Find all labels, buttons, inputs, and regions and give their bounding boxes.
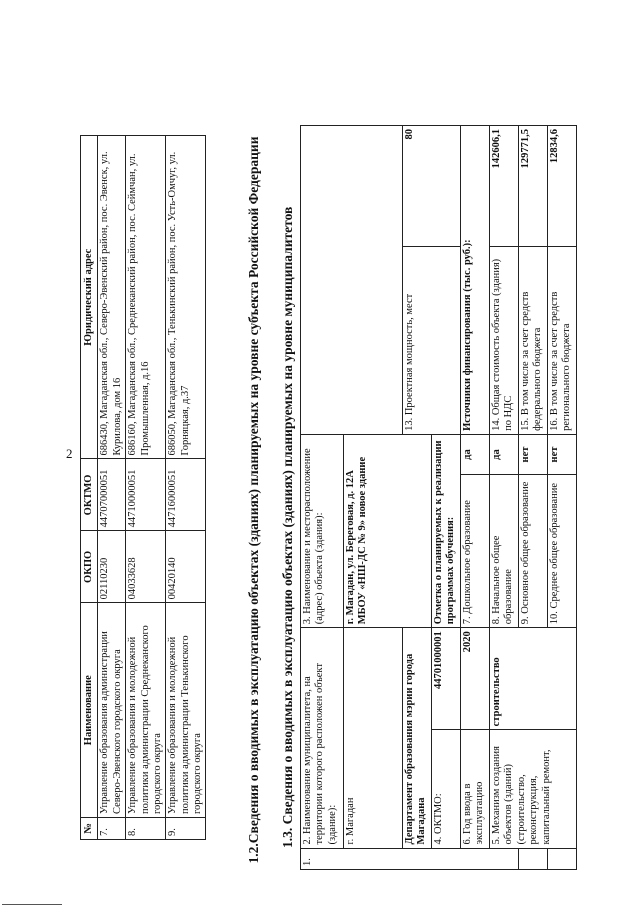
programs-label: Отметка о планируемых к реализации программах обучения: [432,434,461,627]
address-cell: 686160, Магаданская обл., Среднеканский район, пос. Сеймчан, ул. Промышленная, д.16 [126,136,166,459]
row-number-blank [519,848,548,869]
capacity-label: 13. Проектная мощность, мест [403,246,461,434]
primary-value: да [490,434,519,474]
regional-budget-value: 12834,6 [548,126,577,247]
col-header-number: № [81,818,98,840]
municipality-label: 2. Наименование муниципалитета, на территории которого расположен объект (здание): [301,628,344,848]
federal-budget-label: 15. В том числе за счет средств федерального бюджета [519,246,548,434]
address-cell: 686430, Магаданская обл., Северо-Эвенский район, пос. Эвенск, ул. Курилова, дом 16 [98,136,126,459]
municipality-value: г. Магадан [344,628,403,848]
basic-value: нет [519,434,548,474]
object-form-table [300,125,577,870]
preschool-label: 7. Дошкольное образование [461,475,490,628]
okpo-cell: 02110230 [98,531,126,603]
okpo-cell: 04033628 [126,531,166,603]
row-number: 9. [166,818,206,840]
section-title-1-3: 1.3. Сведения о вводимых в эксплуатацию объектах (зданиях) планируемых на уровне муниципалитетов [280,206,295,848]
primary-label: 8. Начальное общее образование [490,475,519,628]
financing-label: Источники финансирования (тыс. руб.): [461,126,490,435]
capacity-value: 80 [403,126,461,247]
year-label: 6. Год ввода в эксплуатацию [461,730,490,848]
oktmo-cell: 44716000051 [166,459,206,531]
basic-label: 9. Основное общее образование [519,475,548,628]
col-header-name: Наименование [81,603,98,818]
form-row [490,126,519,870]
total-cost-label: 14. Общая стоимость объекта (здания) по НДС [490,246,519,434]
rotated-content [80,100,640,900]
address-cell: 686050, Магаданская обл., Тенькинский район, пос. Усть-Омчуг, ул. Горняцкая, д.37 [166,136,206,459]
year-value: 2020 [461,628,490,730]
table-row [126,136,166,840]
regional-budget-label: 16. В том числе за счет средств регионального бюджета [548,246,577,434]
total-cost-value: 142606,1 [490,126,519,247]
preschool-value: да [461,434,490,474]
secondary-value: нет [548,434,577,474]
object-details-blank [301,126,403,435]
row-number-blank [548,848,577,869]
table-row [98,136,126,840]
oktmo-cell: 44707000051 [98,459,126,531]
object-address-value: г. Магадан, ул. Береговая, д. 12А МБОУ «НШ-ДС № 9» новое здание [344,434,432,627]
department-value: Департамент образования мэрии города Магадана [403,628,432,848]
object-address-label: 3. Наименование и месторасположение (адрес) объекта (здания): [301,434,344,627]
org-name: Управление образования администрации Северо-Эвенского городского округа [98,603,126,818]
oktmo-value: 44701000001 [432,628,461,730]
col-header-okpo: ОКПО [81,531,98,603]
federal-budget-value: 129771,5 [519,126,548,247]
mechanism-label: 5. Механизм создания объектов (зданий) (строительство, реконструкция, капитальный ремонт, [490,730,577,848]
mechanism-value: строительство [490,628,577,730]
organizations-table [80,135,206,840]
row-number: 8. [126,818,166,840]
org-name: Управление образования и молодежной политики администрации Тенькинского городского округа [166,603,206,818]
table-header-row [81,136,98,840]
section-title-1-2: 1.2.Сведения о вводимых в эксплуатацию объектах (зданиях) планируемых на уровне субъекта Российской Федерации [246,136,261,864]
row-number: 7. [98,818,126,840]
col-header-address: Юридический адрес [81,136,98,459]
oktmo-cell: 44710000051 [126,459,166,531]
form-row [461,126,490,870]
secondary-label: 10. Среднее общее образование [548,475,577,628]
col-header-oktmo: ОКТМО [81,459,98,531]
page-number: 2 [66,446,73,461]
org-name: Управление образования и молодежной политики администрации Среднеканского городского округа [126,603,166,818]
okpo-cell: 00420140 [166,531,206,603]
oktmo-label: 4. ОКТМО: [432,730,461,848]
row-number: 1. [301,848,519,869]
table-row [166,136,206,840]
form-row [301,126,344,870]
